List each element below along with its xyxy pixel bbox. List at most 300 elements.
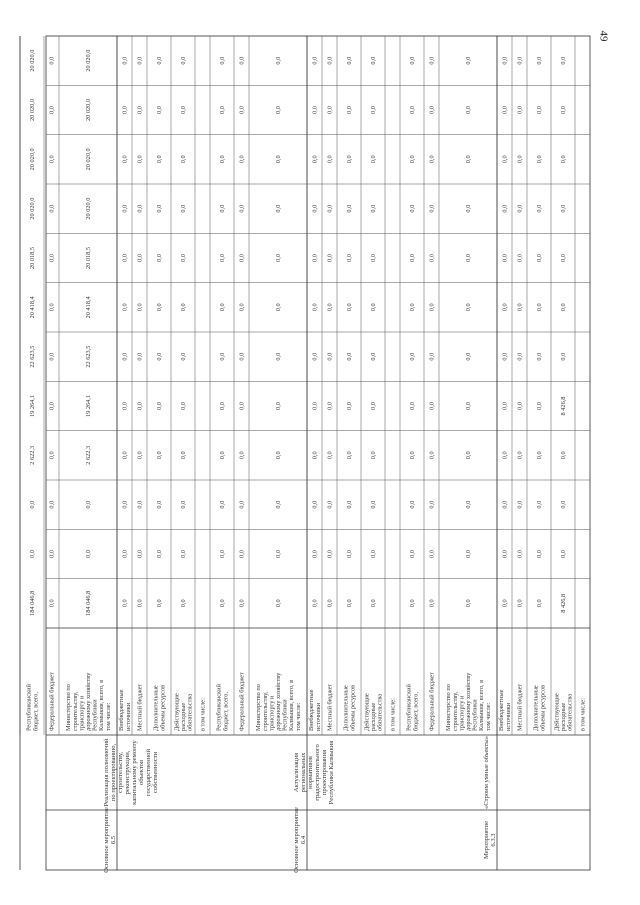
row-source-line: источники [124, 702, 132, 731]
row-source-line: дорожному хозяйству [275, 672, 282, 731]
row-source-line: объемы ресурсов [539, 684, 547, 731]
value-cell: 0,0 [536, 204, 543, 213]
value-cell: 0,0 [121, 155, 129, 164]
row-source-label [327, 684, 334, 731]
row-source-line: бюджет, всего, [32, 691, 40, 731]
value-cell: 0,0 [560, 500, 567, 509]
row-source-line: Министерство по [65, 684, 73, 731]
row-source-line: Внебюджетные [308, 689, 316, 731]
value-cell: 0,0 [465, 550, 472, 558]
value-cell: 0,0 [370, 303, 377, 312]
value-cell: 184 046,8 [29, 590, 36, 616]
row-source-line: Местный бюджет [516, 683, 524, 731]
value-cell: 0,0 [219, 106, 226, 114]
value-cell: 0,0 [560, 550, 567, 558]
value-cell: 0,0 [136, 204, 144, 213]
row-source-line: Министерство по [445, 684, 453, 731]
value-cell: 0,0 [85, 550, 92, 558]
value-cell: 0,0 [48, 500, 56, 509]
row-source-label [429, 672, 436, 731]
value-cell: 8 426,8 [560, 593, 567, 613]
value-cell: 0,0 [326, 254, 334, 262]
value-cell: 0,0 [136, 599, 144, 608]
value-cell: 0,0 [136, 402, 144, 410]
value-cell: 0,0 [370, 204, 377, 213]
value-cell: 0,0 [326, 599, 334, 608]
value-cell: 20 018,5 [29, 246, 36, 270]
value-cell: 0,0 [501, 352, 509, 361]
value-cell: 0,0 [409, 254, 416, 262]
value-cell: 0,0 [121, 303, 129, 312]
value-cell: 0,0 [409, 204, 416, 213]
value-cell: 0,0 [465, 599, 472, 608]
value-cell: 0,0 [121, 56, 129, 65]
value-cell: 0,0 [311, 402, 319, 410]
value-cell: 0,0 [219, 599, 226, 608]
value-cell: 0,0 [516, 451, 524, 460]
row-source-line: дорожному хозяйству [465, 672, 472, 731]
value-cell: 0,0 [275, 402, 282, 410]
value-cell: 0,0 [311, 254, 319, 262]
row-source-line: источники [314, 702, 322, 731]
value-cell: 0,0 [516, 56, 524, 65]
row-source-line: Действующие [363, 693, 371, 731]
value-cell: 0,0 [346, 56, 353, 65]
row-source-label [26, 683, 40, 731]
value-cell: 0,0 [121, 106, 129, 114]
row-source-line: Калмыкия, всего, в [288, 679, 296, 731]
value-cell: 0,0 [428, 155, 436, 164]
section-type-label: Мероприятие6.3.3 [483, 820, 497, 860]
value-cell: 0,0 [48, 56, 56, 65]
value-cell: 0,0 [180, 402, 187, 410]
value-cell: 0,0 [428, 106, 436, 114]
value-cell: 0,0 [275, 254, 282, 262]
value-cell: 22 623,5 [29, 345, 36, 368]
row-source-line: бюджет, всего, [412, 691, 420, 731]
value-cell: 0,0 [428, 56, 436, 65]
value-cell: 0,0 [560, 155, 567, 164]
value-cell: 0,0 [219, 451, 226, 460]
value-cell: 2 622,3 [85, 445, 92, 465]
value-cell: 20 018,5 [85, 246, 92, 270]
row-source-line: строительству, [71, 691, 79, 731]
row-source-label [343, 685, 357, 731]
value-cell: 0,0 [501, 106, 509, 114]
row-source-line: транспорту и [268, 695, 276, 731]
value-cell: 0,0 [48, 204, 56, 213]
value-cell: 0,0 [465, 106, 472, 114]
value-cell: 0,0 [311, 352, 319, 361]
row-source-label [517, 684, 524, 731]
value-cell: 0,0 [275, 56, 282, 65]
value-cell: 0,0 [428, 352, 436, 361]
value-cell: 0,0 [121, 204, 129, 213]
value-cell: 0,0 [238, 56, 246, 65]
value-cell: 0,0 [156, 451, 163, 460]
row-source-label [200, 698, 207, 731]
value-cell: 0,0 [180, 254, 187, 262]
value-cell: 0,0 [370, 599, 377, 608]
value-cell: 0,0 [409, 352, 416, 361]
value-cell: 0,0 [275, 204, 282, 213]
row-source-label [239, 672, 246, 731]
row-source-line: Внебюджетные [118, 689, 126, 731]
value-cell: 0,0 [501, 204, 509, 213]
row-source-line: Республики [471, 699, 479, 731]
value-cell: 0,0 [219, 254, 226, 262]
value-cell: 0,0 [428, 254, 436, 262]
value-cell: 0,0 [311, 599, 319, 608]
row-source-line: строительству, [451, 691, 459, 731]
value-cell: 0,0 [326, 303, 334, 312]
value-cell: 0,0 [180, 550, 187, 558]
value-cell: 0,0 [275, 106, 282, 114]
value-cell: 0,0 [560, 352, 567, 361]
value-cell: 0,0 [275, 155, 282, 164]
row-source-line: в том числе: [199, 698, 207, 731]
value-cell: 0,0 [346, 303, 353, 312]
row-source-label [137, 684, 144, 731]
row-source-line: Местный бюджет [326, 683, 334, 731]
value-cell: 0,0 [238, 599, 246, 608]
value-cell: 0,0 [516, 500, 524, 509]
value-cell: 0,0 [326, 155, 334, 164]
value-cell: 0,0 [311, 451, 319, 460]
row-source-label [363, 693, 383, 731]
value-cell: 0,0 [370, 402, 377, 410]
value-cell: 0,0 [275, 352, 282, 361]
row-source-line: обязательства [566, 693, 574, 731]
value-cell: 0,0 [346, 155, 353, 164]
value-cell: 0,0 [180, 451, 187, 460]
row-source-label [580, 698, 587, 731]
value-cell: 0,0 [536, 106, 543, 114]
value-cell: 0,0 [370, 155, 377, 164]
section-name: АктуализациярегиональныхнормативовградостроительногопроектированияРеспублики Калмыкия [293, 740, 335, 805]
value-cell: 0,0 [311, 550, 319, 558]
value-cell: 20 020,0 [85, 98, 92, 122]
value-cell: 0,0 [219, 500, 226, 509]
section-name: Реализация полномочийпо проектированию,строительству,реконструкции,капитальному ремонтуобъектовгосударственнойсобственности [103, 738, 159, 807]
value-cell: 0,0 [465, 204, 472, 213]
value-cell: 0,0 [121, 599, 129, 608]
value-cell: 0,0 [180, 599, 187, 608]
value-cell: 0,0 [326, 451, 334, 460]
value-cell: 0,0 [346, 204, 353, 213]
row-source-line: Министерство по [255, 684, 263, 731]
value-cell: 0,0 [428, 500, 436, 509]
value-cell: 0,0 [465, 500, 472, 509]
value-cell: 0,0 [465, 352, 472, 361]
value-cell: 0,0 [48, 451, 56, 460]
value-cell: 20 020,0 [29, 49, 36, 72]
value-cell: 0,0 [465, 451, 472, 460]
value-cell: 20 020,0 [85, 49, 92, 72]
value-cell: 0,0 [370, 56, 377, 65]
row-source-line: Федеральный бюджет [238, 672, 246, 731]
value-cell: 0,0 [311, 106, 319, 114]
value-cell: 0,0 [560, 451, 567, 460]
value-cell: 0,0 [219, 303, 226, 312]
value-cell: 0,0 [560, 254, 567, 262]
row-source-label [533, 685, 547, 731]
value-cell: 0,0 [275, 451, 282, 460]
value-cell: 0,0 [219, 56, 226, 65]
row-source-line: транспорту и [78, 695, 86, 731]
section-block [117, 36, 335, 873]
value-cell: 0,0 [311, 155, 319, 164]
value-cell: 0,0 [536, 56, 543, 65]
value-cell: 0,0 [465, 56, 472, 65]
value-cell: 0,0 [428, 451, 436, 460]
value-cell: 0,0 [516, 106, 524, 114]
value-cell: 0,0 [238, 500, 246, 509]
row-source-line: обязательства [186, 693, 194, 731]
value-cell: 0,0 [326, 56, 334, 65]
value-cell: 0,0 [48, 254, 56, 262]
value-cell: 0,0 [238, 254, 246, 262]
value-cell: 0,0 [536, 303, 543, 312]
value-cell: 0,0 [219, 402, 226, 410]
row-source-line: том числе: [484, 702, 492, 731]
value-cell: 0,0 [560, 106, 567, 114]
value-cell: 0,0 [121, 550, 129, 558]
value-cell: 0,0 [238, 204, 246, 213]
section-type-label: Основное мероприятие6.4 [293, 807, 307, 873]
value-cell: 0,0 [156, 303, 163, 312]
value-cell: 0,0 [219, 550, 226, 558]
value-cell: 20 418,4 [85, 296, 92, 319]
row-source-line: транспорту и [458, 695, 466, 731]
row-source-line: бюджет, всего, [222, 691, 230, 731]
value-cell: 0,0 [136, 254, 144, 262]
value-cell: 0,0 [326, 106, 334, 114]
section-block [497, 36, 587, 870]
value-cell: 0,0 [560, 204, 567, 213]
value-cell: 0,0 [29, 550, 36, 558]
section-block [307, 36, 497, 870]
value-cell: 0,0 [516, 155, 524, 164]
row-source-label [390, 698, 397, 731]
row-source-line: Республики [91, 699, 99, 731]
value-cell: 0,0 [48, 155, 56, 164]
value-cell: 0,0 [346, 500, 353, 509]
row-source-label [153, 685, 167, 731]
value-cell: 20 020,0 [29, 148, 36, 171]
section-type-label: Основное мероприятие6.5 [103, 807, 117, 873]
value-cell: 0,0 [536, 155, 543, 164]
row-source-label [118, 689, 132, 731]
row-source-line: дорожному хозяйству [85, 672, 92, 731]
value-cell: 0,0 [121, 352, 129, 361]
row-source-label [498, 689, 512, 731]
value-cell: 0,0 [48, 352, 56, 361]
value-cell: 0,0 [501, 451, 509, 460]
value-cell: 0,0 [136, 500, 144, 509]
value-cell: 20 020,0 [85, 197, 92, 220]
value-cell: 0,0 [428, 550, 436, 558]
value-cell: 0,0 [85, 500, 92, 509]
value-cell: 0,0 [219, 204, 226, 213]
value-cell: 0,0 [409, 402, 416, 410]
value-cell: 0,0 [428, 402, 436, 410]
row-source-label [173, 693, 193, 731]
value-cell: 184 046,8 [85, 590, 92, 616]
value-cell: 0,0 [516, 204, 524, 213]
value-cell: 0,0 [275, 303, 282, 312]
value-cell: 0,0 [409, 599, 416, 608]
value-cell: 0,0 [311, 56, 319, 65]
value-cell: 0,0 [536, 550, 543, 558]
value-cell: 0,0 [501, 303, 509, 312]
value-cell: 0,0 [238, 106, 246, 114]
value-cell: 0,0 [346, 599, 353, 608]
row-source-label [255, 672, 302, 731]
value-cell: 0,0 [121, 500, 129, 509]
value-cell: 0,0 [409, 155, 416, 164]
value-cell: 0,0 [219, 352, 226, 361]
value-cell: 0,0 [136, 56, 144, 65]
value-cell: 0,0 [121, 254, 129, 262]
row-source-line: Действующие [553, 693, 561, 731]
row-source-line: объемы ресурсов [159, 684, 167, 731]
value-cell: 0,0 [370, 451, 377, 460]
value-cell: 0,0 [346, 254, 353, 262]
row-source-label [406, 683, 420, 731]
row-source-label [49, 672, 56, 731]
value-cell: 0,0 [238, 402, 246, 410]
value-cell: 0,0 [428, 599, 436, 608]
value-cell: 0,0 [136, 550, 144, 558]
row-source-label [308, 689, 322, 731]
row-source-line: обязательства [376, 693, 384, 731]
value-cell: 0,0 [238, 451, 246, 460]
row-source-line: Республиканский [215, 684, 223, 731]
value-cell: 0,0 [428, 204, 436, 213]
value-cell: 0,0 [180, 155, 187, 164]
value-cell: 0,0 [536, 352, 543, 361]
row-source-line: Дополнительные [342, 685, 350, 731]
value-cell: 0,0 [501, 550, 509, 558]
row-source-line: Дополнительные [532, 685, 540, 731]
value-cell: 0,0 [409, 500, 416, 509]
value-cell: 2 622,3 [29, 445, 36, 465]
value-cell: 0,0 [238, 352, 246, 361]
row-source-line: Федеральный бюджет [48, 672, 56, 731]
value-cell: 8 426,8 [560, 396, 567, 416]
value-cell: 0,0 [516, 254, 524, 262]
value-cell: 0,0 [536, 254, 543, 262]
row-source-label [216, 683, 230, 731]
value-cell: 0,0 [180, 500, 187, 509]
value-cell: 0,0 [516, 599, 524, 608]
value-cell: 0,0 [136, 303, 144, 312]
row-source-line: объемы ресурсов [349, 684, 357, 731]
value-cell: 0,0 [346, 550, 353, 558]
value-cell: 0,0 [326, 352, 334, 361]
value-cell: 0,0 [516, 550, 524, 558]
value-cell: 0,0 [409, 550, 416, 558]
value-cell: 0,0 [180, 303, 187, 312]
value-cell: 20 020,0 [29, 98, 36, 122]
value-cell: 0,0 [346, 402, 353, 410]
value-cell: 0,0 [346, 352, 353, 361]
value-cell: 0,0 [311, 303, 319, 312]
value-cell: 0,0 [48, 402, 56, 410]
row-source-line: Действующие [173, 693, 181, 731]
value-cell: 0,0 [326, 500, 334, 509]
value-cell: 0,0 [370, 500, 377, 509]
value-cell: 20 020,0 [85, 148, 92, 171]
row-source-line: Республиканский [25, 684, 33, 731]
value-cell: 0,0 [48, 303, 56, 312]
value-cell: 0,0 [121, 402, 129, 410]
value-cell: 0,0 [48, 106, 56, 114]
row-source-line: расходные [560, 702, 567, 731]
row-source-label [553, 693, 573, 731]
value-cell: 0,0 [48, 599, 56, 608]
value-cell: 0,0 [326, 402, 334, 410]
value-cell: 0,0 [536, 599, 543, 608]
value-cell: 0,0 [370, 352, 377, 361]
row-source-line: в том числе: [389, 698, 397, 731]
value-cell: 0,0 [275, 599, 282, 608]
row-source-label [445, 672, 492, 731]
value-cell: 0,0 [238, 155, 246, 164]
value-cell: 0,0 [156, 402, 163, 410]
value-cell: 0,0 [156, 254, 163, 262]
value-cell: 0,0 [156, 106, 163, 114]
value-cell: 0,0 [409, 56, 416, 65]
value-cell: 0,0 [275, 550, 282, 558]
value-cell: 0,0 [136, 451, 144, 460]
value-cell: 0,0 [238, 550, 246, 558]
value-cell: 0,0 [409, 303, 416, 312]
value-cell: 0,0 [428, 303, 436, 312]
value-cell: 0,0 [501, 402, 509, 410]
value-cell: 0,0 [275, 500, 282, 509]
value-cell: 20 418,4 [29, 296, 36, 319]
value-cell: 0,0 [560, 56, 567, 65]
value-cell: 0,0 [346, 106, 353, 114]
value-cell: 0,0 [136, 352, 144, 361]
value-cell: 0,0 [516, 402, 524, 410]
row-source-line: Калмыкия, всего, в [98, 679, 106, 731]
value-cell: 0,0 [370, 106, 377, 114]
value-cell: 0,0 [501, 155, 509, 164]
value-cell: 0,0 [180, 204, 187, 213]
value-cell: 0,0 [156, 500, 163, 509]
value-cell: 0,0 [409, 451, 416, 460]
row-source-label [65, 672, 112, 731]
row-source-line: расходные [370, 702, 377, 731]
value-cell: 0,0 [156, 155, 163, 164]
value-cell: 0,0 [370, 550, 377, 558]
value-cell: 0,0 [465, 254, 472, 262]
row-source-line: том числе: [294, 702, 302, 731]
value-cell: 0,0 [465, 155, 472, 164]
value-cell: 19 264,1 [29, 394, 36, 418]
row-source-line: Местный бюджет [136, 683, 144, 731]
row-source-line: Федеральный бюджет [428, 672, 436, 731]
row-source-line: расходные [180, 702, 187, 731]
value-cell: 0,0 [326, 204, 334, 213]
value-cell: 0,0 [536, 500, 543, 509]
value-cell: 19 264,1 [85, 394, 92, 418]
value-cell: 0,0 [156, 599, 163, 608]
value-cell: 0,0 [501, 599, 509, 608]
